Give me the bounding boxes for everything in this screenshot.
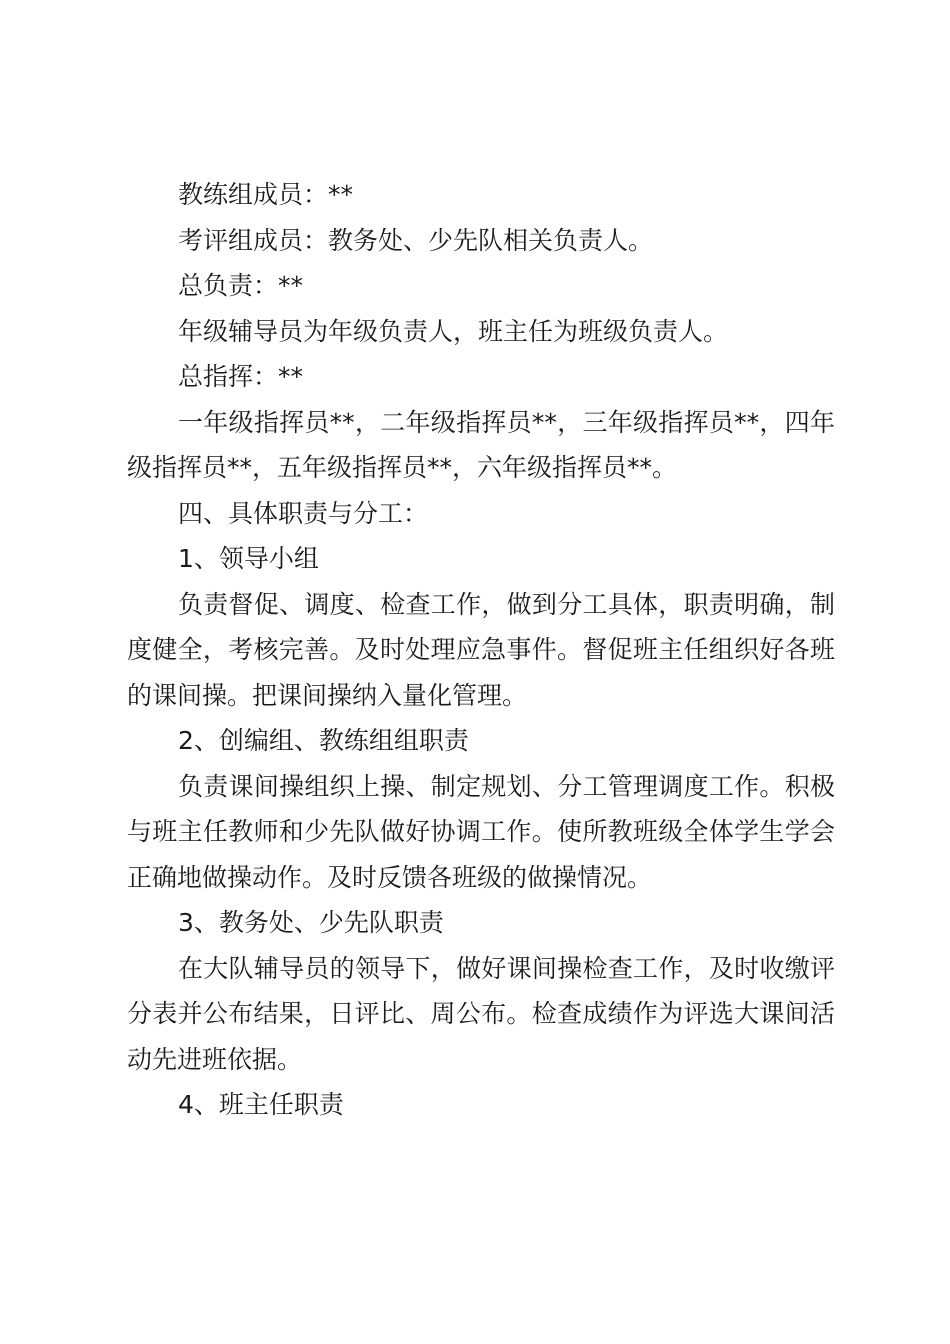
- paragraph-coach-group: 教练组成员：**: [178, 180, 354, 209]
- paragraph-general-leader: 总负责：**: [178, 271, 304, 300]
- paragraph-evaluation-group: 考评组成员：教务处、少先队相关负责人。: [178, 225, 654, 255]
- paragraph-chief-commander: 总指挥：**: [178, 362, 304, 391]
- paragraph-leadership-duties: 负责督促、调度、检查工作，做到分工具体，职责明确，制度健全，考核完善。及时处理应急事件。督促班主任组织好各班的课间操。把课间操纳入量化管理。: [127, 589, 835, 710]
- document-body: [127, 172, 835, 1128]
- paragraph-choreography-duties: 负责课间操组织上操、制定规划、分工管理调度工作。积极与班主任教师和少先队做好协调工作。使所教班级全体学生学会正确地做操动作。及时反馈各班级的做操情况。: [127, 771, 835, 892]
- subheading-academic-office: 3、教务处、少先队职责: [178, 908, 444, 937]
- section-heading-duties: 四、具体职责与分工：: [178, 498, 429, 528]
- paragraph-grade-leaders: 年级辅导员为年级负责人，班主任为班级负责人。: [178, 316, 729, 346]
- paragraph-academic-office-duties: 在大队辅导员的领导下，做好课间操检查工作，及时收缴评分表并公布结果，日评比、周公布。检查成绩作为评选大课间活动先进班依据。: [127, 953, 835, 1074]
- subheading-leadership-group: 1、领导小组: [178, 544, 319, 573]
- paragraph-grade-commanders: 一年级指挥员**，二年级指挥员**，三年级指挥员**，四年级指挥员**，五年级指挥员**，六年级指挥员**。: [127, 407, 835, 482]
- subheading-class-teacher: 4、班主任职责: [178, 1090, 344, 1119]
- subheading-choreography-coach-group: 2、创编组、教练组组职责: [178, 726, 469, 755]
